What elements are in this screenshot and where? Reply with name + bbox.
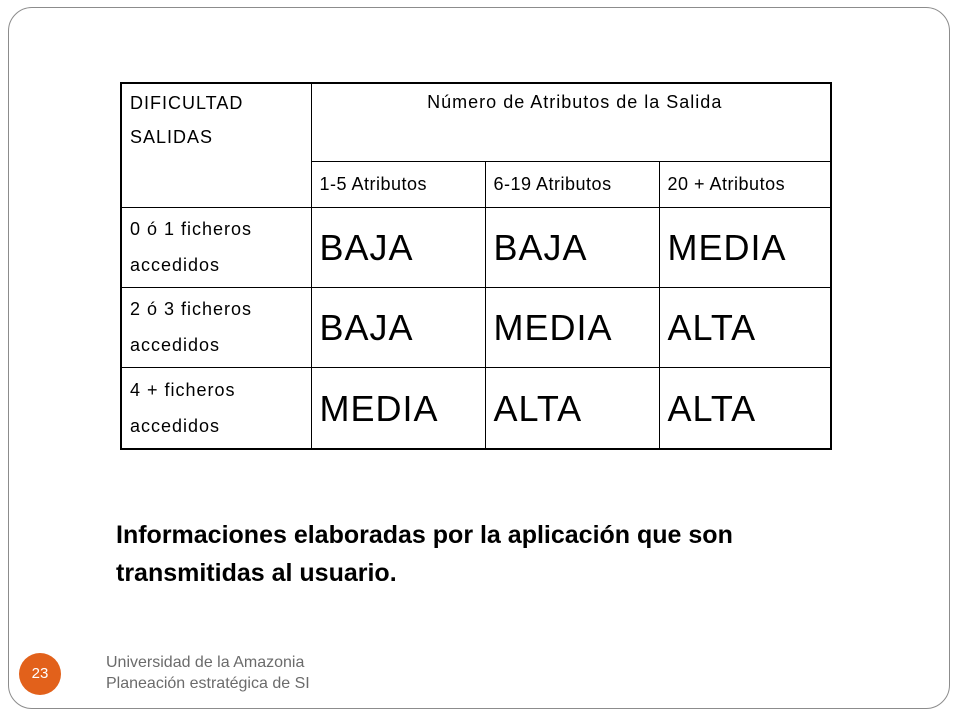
column-header: 20 + Atributos <box>659 161 831 207</box>
slide-caption: Informaciones elaboradas por la aplicación que son transmitidas al usuario. <box>116 521 733 587</box>
table-row <box>121 207 831 287</box>
complexity-cell: MEDIA <box>485 287 659 367</box>
complexity-cell: ALTA <box>659 287 831 367</box>
table-row <box>121 287 831 367</box>
column-header: 6-19 Atributos <box>485 161 659 207</box>
row-label-line1: 2 ó 3 ficheros <box>130 299 253 319</box>
row-label-line1: 4 + ficheros <box>130 379 236 400</box>
complexity-cell: MEDIA <box>311 367 485 449</box>
complexity-cell: BAJA <box>311 287 485 367</box>
row-label-line2: accedidos <box>130 415 221 436</box>
attributes-group-header: Número de Atributos de la Salida <box>311 83 831 161</box>
complexity-matrix-table <box>120 82 832 450</box>
footer-course: Planeación estratégica de SI <box>106 675 310 692</box>
footer-text <box>106 652 310 694</box>
column-header: 1-5 Atributos <box>311 161 485 207</box>
corner-label-line2: SALIDAS <box>130 127 214 147</box>
complexity-cell: BAJA <box>311 207 485 287</box>
row-label <box>121 367 311 449</box>
complexity-cell: BAJA <box>485 207 659 287</box>
row-label <box>121 207 311 287</box>
footer-institution: Universidad de la Amazonia <box>106 654 305 671</box>
complexity-cell: ALTA <box>485 367 659 449</box>
page-number-badge: 23 <box>19 653 61 695</box>
row-label <box>121 287 311 367</box>
row-label-line2: accedidos <box>130 335 221 355</box>
table-corner-header <box>121 83 311 207</box>
complexity-cell: MEDIA <box>659 207 831 287</box>
row-label-line2: accedidos <box>130 255 221 275</box>
corner-label-line1: DIFICULTAD <box>130 93 244 113</box>
table-row <box>121 367 831 449</box>
complexity-cell: ALTA <box>659 367 831 449</box>
row-label-line1: 0 ó 1 ficheros <box>130 219 253 239</box>
